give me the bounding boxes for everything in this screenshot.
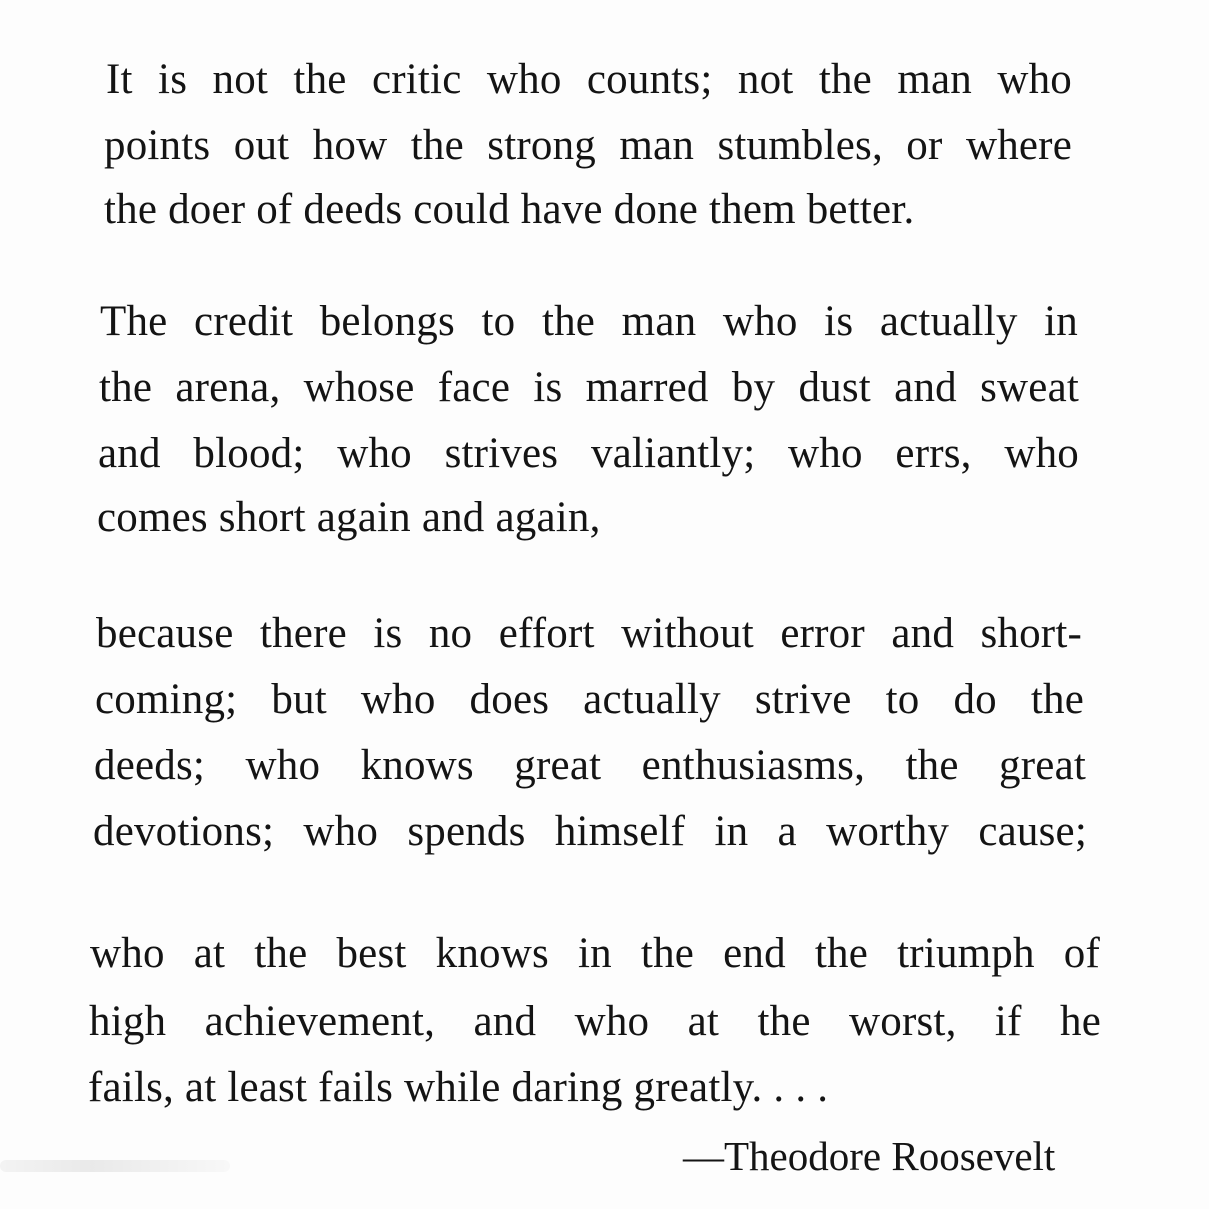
text-line: devotions; who spends himself in a worthy cause;	[93, 808, 1087, 855]
text-line: The credit belongs to the man who is actually in	[100, 298, 1078, 345]
text-line: and blood; who strives valiantly; who errs, who	[98, 430, 1079, 477]
text-line: high achievement, and who at the worst, if he	[89, 998, 1101, 1045]
text-line: who at the best knows in the end the triumph of	[90, 930, 1100, 977]
text-line: points out how the strong man stumbles, or where	[104, 122, 1072, 169]
text-line: the arena, whose face is marred by dust and sweat	[99, 364, 1079, 411]
text-line: comes short again and again,	[97, 494, 601, 541]
text-line: It is not the critic who counts; not the man who	[106, 56, 1072, 103]
attribution: —Theodore Roosevelt	[683, 1133, 1056, 1179]
text-line: the doer of deeds could have done them better.	[104, 186, 915, 233]
text-line: coming; but who does actually strive to do the	[95, 676, 1084, 723]
text-line: fails, at least fails while daring greatly. . . .	[88, 1064, 829, 1111]
scan-artifact	[0, 1160, 230, 1172]
text-line: deeds; who knows great enthusiasms, the great	[94, 742, 1086, 789]
text-line: because there is no effort without error and short-	[96, 610, 1082, 657]
